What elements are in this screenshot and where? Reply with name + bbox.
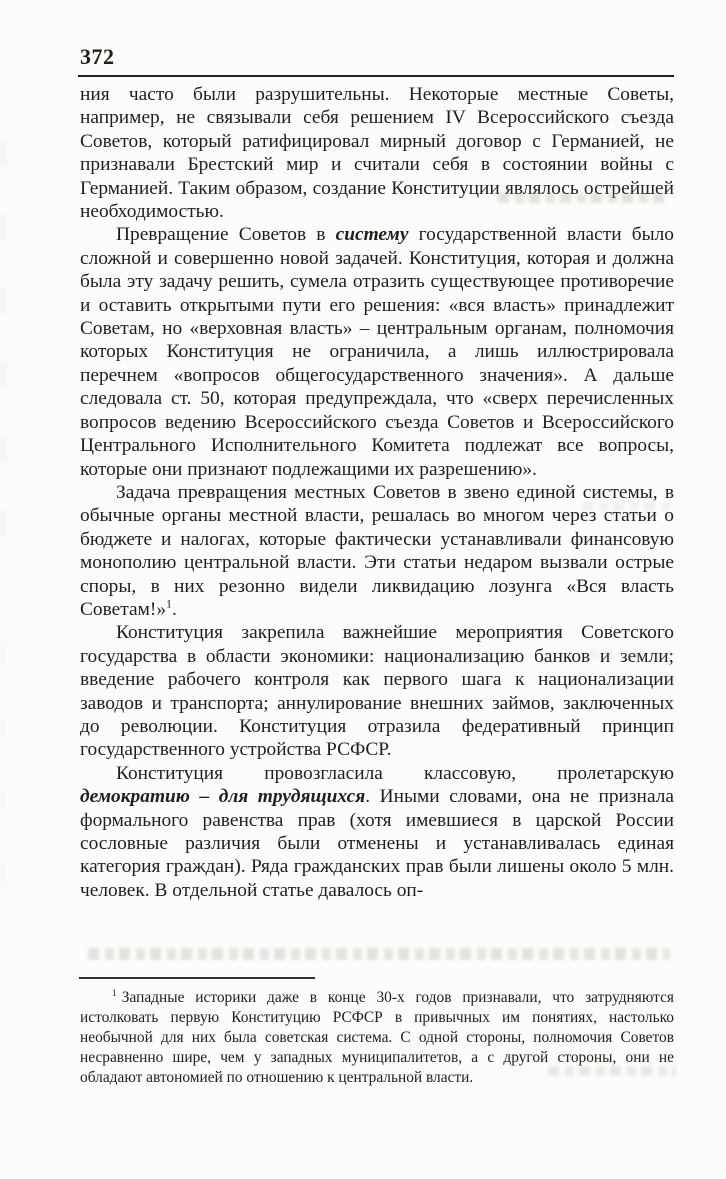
page-number: 372 (80, 44, 115, 69)
emphasized-text: систему (335, 224, 409, 246)
paragraph-4 (80, 621, 674, 761)
bleedthrough-smudge (582, 502, 672, 511)
body-text-run: государственной власти было сложной и совершенно новой задачей. Конституция, которая и должна была эту задачу решить, сумела отразить существующее противоречие и оставить открытыми пути его решения: «вся власть» принадлежит Советам, но «верховная власть» – центральным органам, полномочия которых Конституция не ограничила, а лишь иллюстрировала перечнем «вопросов общегосударственного значения». А дальше следовала ст. 50, которая предупреждала, что «сверх перечисленных вопросов ведению Всероссийского съезда Советов и Всероссийского Центрального Исполнительного Комитета подлежат все вопросы, которые они признают подлежащими их разрешению». (80, 224, 674, 480)
body-text-run: Конституция провозгласила классовую, пролетарскую (116, 762, 674, 784)
paragraph-5 (80, 762, 674, 902)
bleedthrough-smudge (588, 650, 672, 659)
body-text-run: Задача превращения местных Советов в звено единой системы, в обычные органы местной власти, решалась во многом через статьи о бюджете и налогах, которые фактически устанавливали финансовую монополию центральной власти. Эти статьи недаром вызвали острые споры, в них резонно видели ликвидацию лозунга «Вся власть Советам!» (80, 481, 674, 620)
paragraph-2 (80, 223, 674, 480)
footnote-rule (79, 977, 315, 979)
body-text-run: Конституция закрепила важнейшие мероприятия Советского государства в области экономики: национализацию банков и земли; введение рабочего контроля как первого шага к национализации заводов и транспорта; аннулирование внешних займов, заключенных до революции. Конституция отразила федеративный принцип государственного устройства РСФСР. (80, 622, 674, 761)
footnote-reference: 1 (166, 596, 173, 611)
emphasized-text: демократию – для трудящихся (80, 786, 366, 808)
body-text-run: . Иными словами, она не признала формального равенства прав (хотя имевшиеся в царской России сословные различия были отменены и устанавливалась единая категория граждан). Ряда гражданских прав были лишены около 5 млн. человек. В отдельной статье давалось оп- (80, 786, 674, 901)
page-body (80, 83, 674, 902)
body-text-run: ния часто были разрушительны. Некоторые местные Советы, например, не связывали себя решением IV Всероссийского съезда Советов, который ратифицировал мирный договор с Германией, не признавали Брестский мир и считали себя в состоянии войны с Германией. Таким образом, создание Конституции являлось острейшей необходимостью. (80, 84, 674, 223)
header-rule (78, 75, 674, 77)
page-edge-smudge (0, 140, 6, 570)
bleedthrough-smudge (88, 948, 670, 960)
page-edge-smudge (0, 640, 5, 900)
footnote-text: Западные историки даже в конце 30-х годов признавали, что затрудняются истолковать первую Конституцию РСФСР в привычных им понятиях, настолько необычной для них была советская система. С одной стороны, полномочия Советов несравненно шире, чем у западных муниципалитетов, а с другой стороны, они не обладают автономией по отношению к центральной власти. (80, 989, 674, 1086)
bleedthrough-smudge (498, 193, 670, 203)
footnote-marker: 1 (112, 987, 117, 999)
body-text-run: Превращение Советов в (116, 224, 336, 246)
bleedthrough-smudge (548, 1066, 676, 1076)
body-text-run: . (172, 598, 177, 620)
